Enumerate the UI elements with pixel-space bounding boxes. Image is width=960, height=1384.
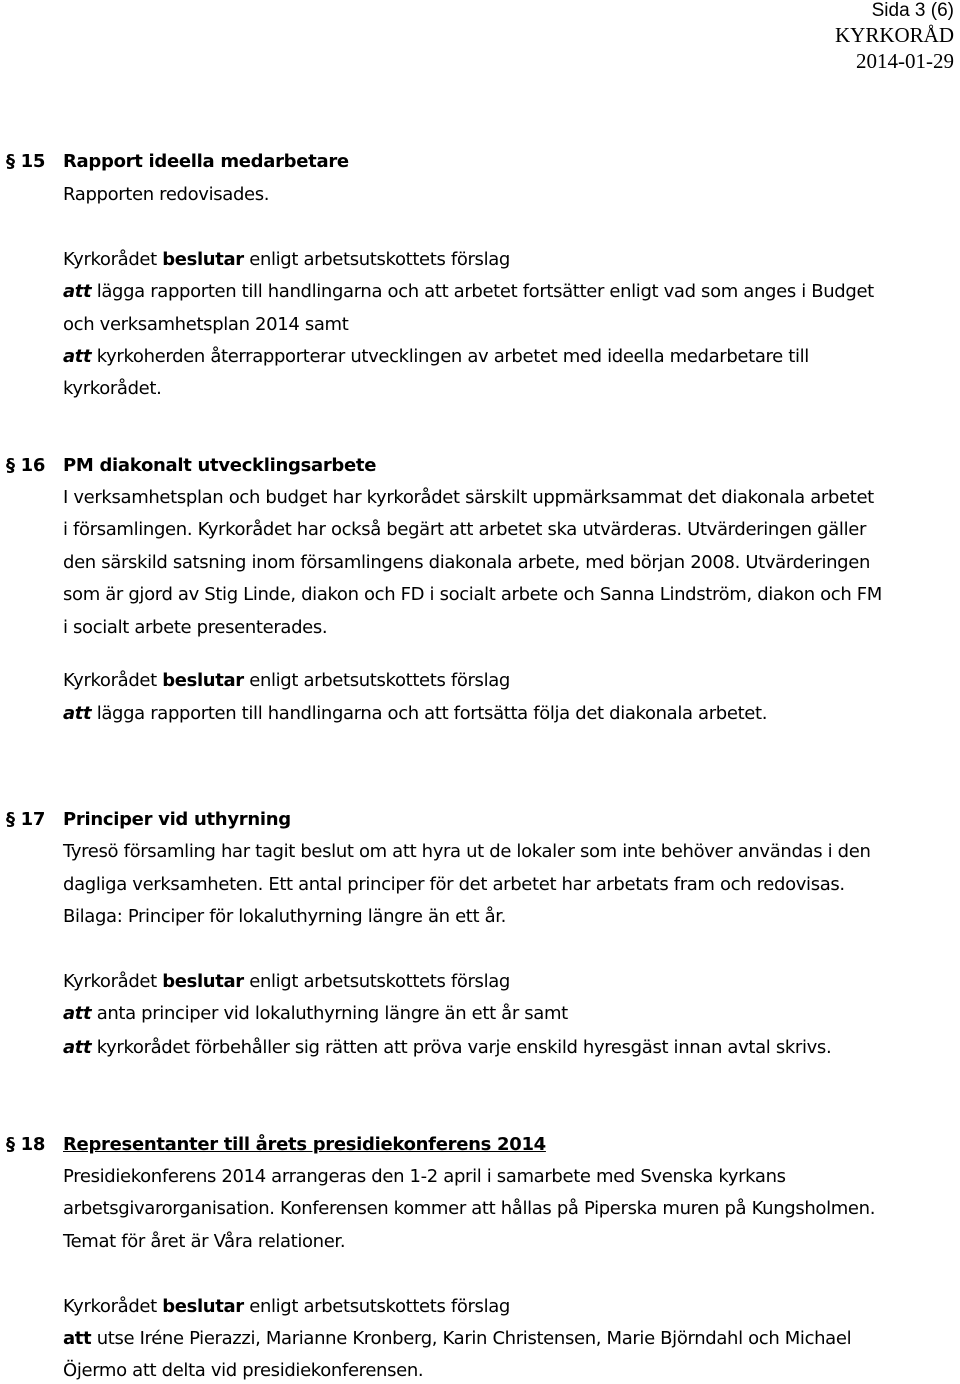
section-16-heading: § 16 PM diakonalt utvecklingsarbete: [6, 455, 377, 476]
section-18-att-1: att utse Iréne Pierazzi, Marianne Kronberg, Karin Christensen, Marie Björndahl och Michael: [63, 1328, 852, 1349]
section-17-att-2: att kyrkorådet förbehåller sig rätten att pröva varje enskild hyresgäst innan avtal skrivs.: [63, 1037, 832, 1058]
section-16-att-1: att lägga rapporten till handlingarna och att fortsätta följa det diakonala arbetet.: [63, 703, 768, 724]
section-17-body-line: Bilaga: Principer för lokaluthyrning längre än ett år.: [63, 906, 507, 927]
section-15-att-2: att kyrkoherden återrapporterar utvecklingen av arbetet med ideella medarbetare till: [63, 346, 809, 367]
section-17-body-line: Tyresö församling har tagit beslut om att hyra ut de lokaler som inte behöver användas i den: [63, 841, 871, 862]
section-16-body-line: i församlingen. Kyrkorådet har också begärt att arbetet ska utvärderas. Utvärderingen gäller: [63, 519, 866, 540]
section-18-body-line: arbetsgivarorganisation. Konferensen kommer att hållas på Piperska muren på Kungsholmen.: [63, 1198, 876, 1219]
section-17-body-line: dagliga verksamheten. Ett antal principer för det arbetet har arbetats fram och redovisas.: [63, 874, 845, 895]
section-15-att-2-cont: kyrkorådet.: [63, 378, 162, 399]
section-17-heading: § 17 Principer vid uthyrning: [6, 809, 291, 830]
section-18-body-line: Presidiekonferens 2014 arrangeras den 1-2 april i samarbete med Svenska kyrkans: [63, 1166, 786, 1187]
section-17-att-1: att anta principer vid lokaluthyrning längre än ett år samt: [63, 1003, 568, 1024]
organization-name: KYRKORÅD: [834, 23, 954, 47]
section-16-body-line: i socialt arbete presenterades.: [63, 617, 328, 638]
section-18-heading: § 18 Representanter till årets presidiekonferens 2014: [6, 1134, 546, 1155]
section-18-decision: Kyrkorådet beslutar enligt arbetsutskottets förslag: [63, 1296, 510, 1317]
section-16-decision: Kyrkorådet beslutar enligt arbetsutskottets förslag: [63, 670, 510, 691]
section-18-body-line: Temat för året är Våra relationer.: [63, 1231, 346, 1252]
section-16-body-line: I verksamhetsplan och budget har kyrkorådet särskilt uppmärksammat det diakonala arbetet: [63, 487, 874, 508]
section-15-title: Rapport ideella medarbetare: [63, 151, 349, 172]
section-15-att-1: att lägga rapporten till handlingarna och att arbetet fortsätter enligt vad som anges i Budget: [63, 281, 874, 302]
section-16-title: PM diakonalt utvecklingsarbete: [63, 455, 377, 476]
page-header: [835, 0, 954, 74]
section-17-title: Principer vid uthyrning: [63, 809, 291, 830]
page-number: Sida 3 (6): [871, 0, 954, 21]
section-15-heading: § 15 Rapport ideella medarbetare: [6, 151, 349, 172]
section-15-body-line: Rapporten redovisades.: [63, 184, 270, 205]
section-15-att-1-cont: och verksamhetsplan 2014 samt: [63, 314, 349, 335]
section-18-title: Representanter till årets presidiekonferens 2014: [63, 1134, 546, 1155]
section-16-body-line: den särskild satsning inom församlingens diakonala arbete, med början 2008. Utvärderingen: [63, 552, 871, 573]
meeting-date: 2014-01-29: [856, 49, 954, 73]
section-15-decision: Kyrkorådet beslutar enligt arbetsutskottets förslag: [63, 249, 510, 270]
section-18-att-1-cont: Öjermo att delta vid presidiekonferensen.: [63, 1360, 424, 1381]
section-17-decision: Kyrkorådet beslutar enligt arbetsutskottets förslag: [63, 971, 510, 992]
section-16-body-line: som är gjord av Stig Linde, diakon och FD i socialt arbete och Sanna Lindström, diakon och FM: [63, 584, 882, 605]
